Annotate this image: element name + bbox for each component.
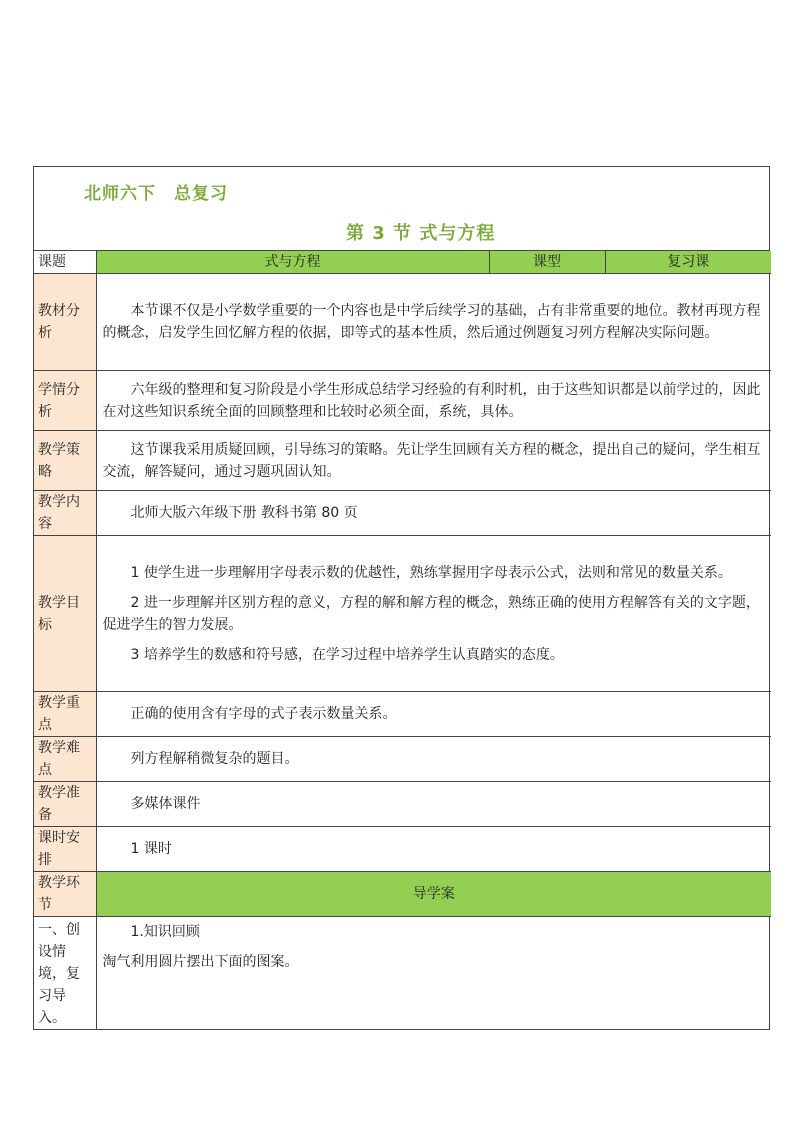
- strategy-label: 教学策略: [34, 431, 96, 491]
- difficulties-row: [34, 737, 771, 782]
- topic-row: [34, 251, 771, 274]
- goals-cell: [96, 536, 771, 692]
- series-title: 北师六下 总复习: [84, 184, 228, 204]
- keypoints-text: 正确的使用含有字母的式子表示数量关系。: [130, 706, 397, 722]
- students-text: 六年级的整理和复习阶段是小学生形成总结学习经验的有利时机，由于这些知识都是以前学过的，因此在对这些知识系统全面的回顾整理和比较时必须全面，系统，具体。: [102, 381, 761, 420]
- lesson-title: 第 3 节 式与方程: [346, 223, 496, 244]
- material-label: 教材分析: [34, 274, 96, 371]
- preparation-label: 教学准备: [34, 782, 96, 827]
- hours-row: [34, 827, 771, 872]
- stages-label: 教学环节: [34, 872, 96, 917]
- section1-line2: 淘气利用圆片摆出下面的图案。: [102, 954, 299, 970]
- hours-text: 1 课时: [130, 841, 172, 857]
- goal-item-2: 2 进一步理解并区别方程的意义，方程的解和解方程的概念，熟练正确的使用方程解答有关的文字题，促进学生的智力发展。: [102, 594, 760, 633]
- content-text: 北师大版六年级下册 教科书第 80 页: [130, 505, 358, 521]
- section1-line1: 1.知识回顾: [130, 924, 200, 940]
- goal-item-1: 1 使学生进一步理解用字母表示数的优越性，熟练掌握用字母表示公式，法则和常见的数量关系。: [130, 564, 732, 581]
- students-row: [34, 371, 771, 431]
- students-cell: [96, 371, 771, 431]
- type-label: 课型: [489, 251, 605, 274]
- hours-cell: [96, 827, 771, 872]
- keypoints-cell: [96, 692, 771, 737]
- strategy-cell: [96, 431, 771, 491]
- section1-cell: [96, 917, 771, 1030]
- content-cell: [96, 491, 771, 536]
- students-label: 学情分析: [34, 371, 96, 431]
- section1-row: [34, 917, 771, 1030]
- difficulties-label: 教学难点: [34, 737, 96, 782]
- content-label: 教学内容: [34, 491, 96, 536]
- topic-label: 课题: [34, 251, 96, 274]
- difficulties-cell: [96, 737, 771, 782]
- keypoints-row: [34, 692, 771, 737]
- goals-label: 教学目标: [34, 536, 96, 692]
- stages-title: 导学案: [96, 872, 771, 917]
- material-cell: [96, 274, 771, 371]
- preparation-row: [34, 782, 771, 827]
- goal-item-3: 3 培养学生的数感和符号感，在学习过程中培养学生认真踏实的态度。: [130, 646, 564, 663]
- difficulties-text: 列方程解稍微复杂的题目。: [130, 751, 299, 767]
- strategy-row: [34, 431, 771, 491]
- preparation-text: 多媒体课件: [130, 796, 201, 812]
- goals-row: [34, 536, 771, 692]
- topic-value: 式与方程: [96, 251, 489, 274]
- lesson-plan-table: [33, 166, 770, 1030]
- plan-grid: [34, 251, 771, 1029]
- strategy-text: 这节课我采用质疑回顾，引导练习的策略。先让学生回顾有关方程的概念，提出自己的疑问，学生相互交流，解答疑问，通过习题巩固认知。: [102, 441, 761, 480]
- material-text: 本节课不仅是小学数学重要的一个内容也是中学后续学习的基础，占有非常重要的地位。教材再现方程的概念，启发学生回忆解方程的依据，即等式的基本性质，然后通过例题复习列方程解决实际问题。: [102, 303, 761, 341]
- section1-label: 一、创设情境，复习导入。: [34, 917, 96, 1030]
- hours-label: 课时安排: [34, 827, 96, 872]
- keypoints-label: 教学重点: [34, 692, 96, 737]
- material-row: [34, 274, 771, 371]
- document-header: [34, 167, 769, 251]
- content-row: [34, 491, 771, 536]
- type-value: 复习课: [605, 251, 771, 274]
- stages-row: [34, 872, 771, 917]
- preparation-cell: [96, 782, 771, 827]
